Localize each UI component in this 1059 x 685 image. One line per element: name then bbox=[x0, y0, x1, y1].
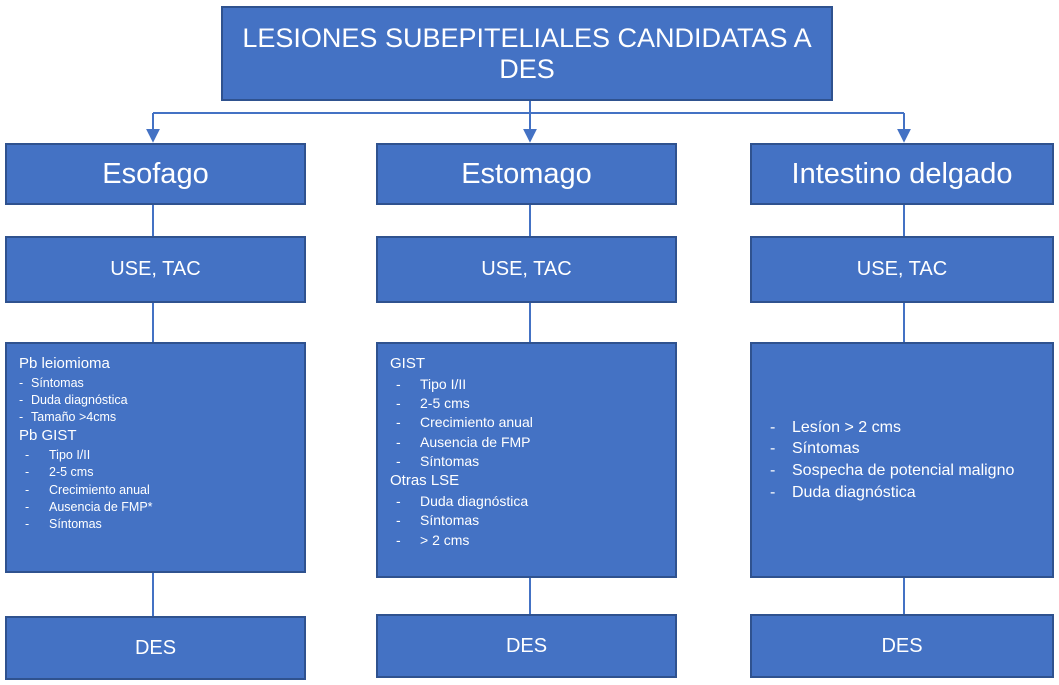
organ-box-estomago: Estomago bbox=[376, 143, 677, 205]
list-item: - 2-5 cms bbox=[19, 464, 292, 481]
list-item: - Tipo I/II bbox=[390, 375, 663, 394]
list-item: - Tipo I/II bbox=[19, 447, 292, 464]
imaging-box-intestino-delgado: USE, TAC bbox=[750, 236, 1054, 303]
list-item: - 2-5 cms bbox=[390, 394, 663, 413]
list-item: - Lesíon > 2 cms bbox=[764, 417, 1014, 439]
criteria-group bbox=[764, 417, 1014, 503]
criteria-list bbox=[19, 375, 292, 427]
criteria-list bbox=[390, 375, 663, 472]
list-item: - Ausencia de FMP bbox=[390, 433, 663, 452]
list-item: - Duda diagnóstica bbox=[19, 392, 292, 409]
list-item: - Síntomas bbox=[764, 438, 1014, 460]
criteria-box-esofago bbox=[5, 342, 306, 573]
criteria-box-estomago bbox=[376, 342, 677, 578]
criteria-group bbox=[390, 471, 663, 550]
list-item: - > 2 cms bbox=[390, 531, 663, 550]
list-item: - Síntomas bbox=[19, 375, 292, 392]
list-item: - Ausencia de FMP* bbox=[19, 499, 292, 516]
imaging-box-esofago: USE, TAC bbox=[5, 236, 306, 303]
criteria-list bbox=[764, 417, 1014, 503]
list-item: - Crecimiento anual bbox=[390, 413, 663, 432]
criteria-list bbox=[19, 447, 292, 533]
list-item: - Síntomas bbox=[390, 511, 663, 530]
organ-box-intestino-delgado: Intestino delgado bbox=[750, 143, 1054, 205]
criteria-group bbox=[390, 354, 663, 471]
list-item: - Duda diagnóstica bbox=[764, 482, 1014, 504]
list-item: - Crecimiento anual bbox=[19, 482, 292, 499]
group-title: GIST bbox=[390, 355, 426, 372]
criteria-list bbox=[390, 492, 663, 550]
outcome-box-estomago: DES bbox=[376, 614, 677, 678]
list-item: - Sospecha de potencial maligno bbox=[764, 460, 1014, 482]
outcome-box-intestino-delgado: DES bbox=[750, 614, 1054, 678]
group-title: Pb GIST bbox=[19, 427, 77, 445]
outcome-box-esofago: DES bbox=[5, 616, 306, 680]
list-item: - Síntomas bbox=[390, 452, 663, 471]
organ-box-esofago: Esofago bbox=[5, 143, 306, 205]
group-title: Otras LSE bbox=[390, 472, 460, 490]
criteria-box-intestino-delgado bbox=[750, 342, 1054, 578]
group-title: Pb leiomioma bbox=[19, 355, 110, 372]
criteria-group bbox=[19, 426, 292, 533]
imaging-box-estomago: USE, TAC bbox=[376, 236, 677, 303]
list-item: - Duda diagnóstica bbox=[390, 492, 663, 511]
list-item: - Tamaño >4cms bbox=[19, 409, 292, 426]
criteria-group bbox=[19, 354, 292, 426]
list-item: - Síntomas bbox=[19, 516, 292, 533]
diagram-title: LESIONES SUBEPITELIALES CANDIDATAS A DES bbox=[221, 6, 833, 101]
